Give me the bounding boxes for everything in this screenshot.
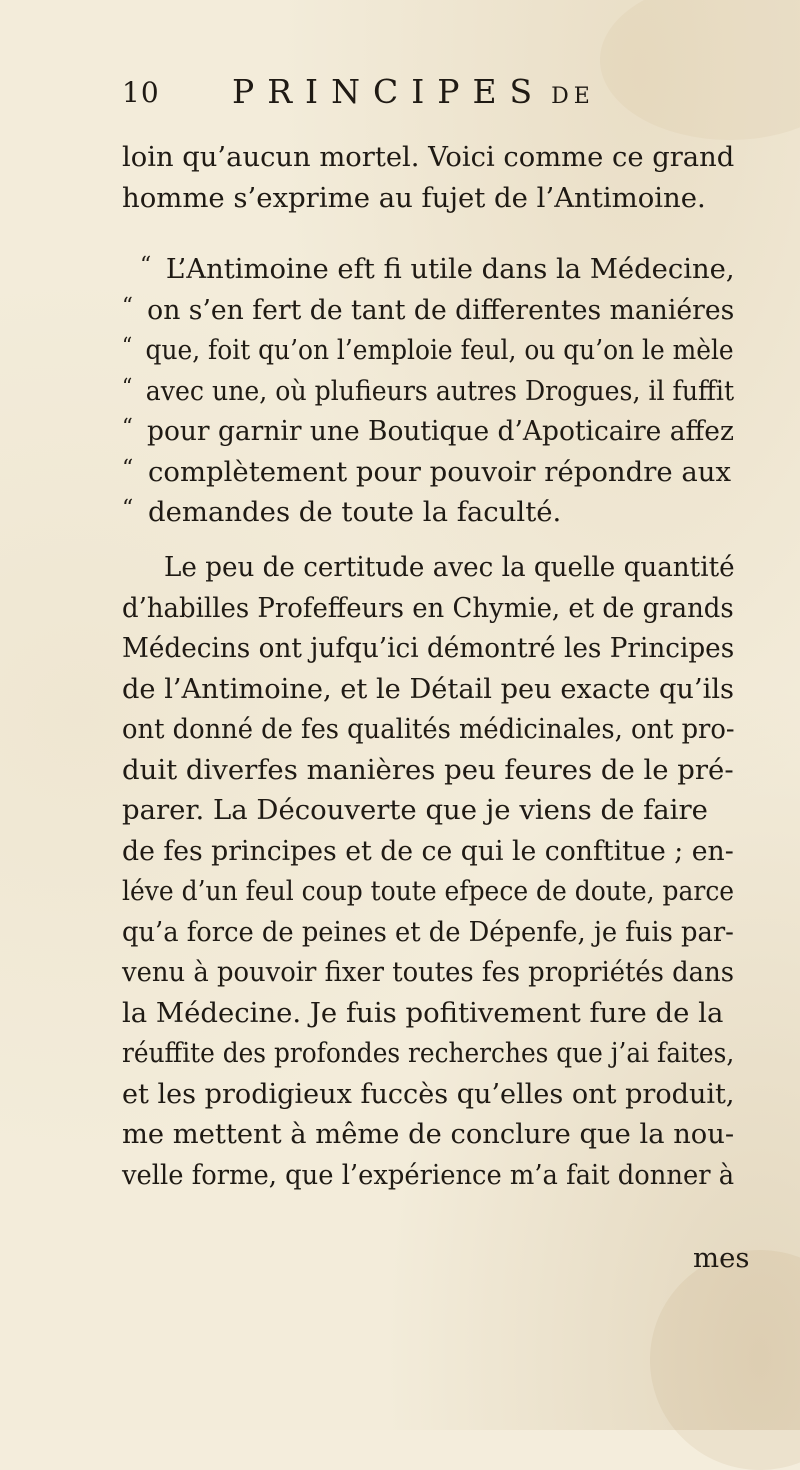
quote-line (122, 370, 734, 409)
quote-line (122, 410, 734, 449)
paragraph-2-line (122, 1035, 734, 1071)
line-text: et les prodigieux fuccès qu’elles ont produit, (122, 1077, 735, 1110)
running-title (232, 72, 595, 111)
paragraph-2-line (122, 1076, 735, 1112)
line-text: complètement pour pouvoir répondre aux (148, 455, 731, 488)
paragraph-1-line (122, 180, 706, 216)
quote-mark: “ (122, 415, 133, 440)
line-text: duit diverfes manières peu feures de le pré- (122, 753, 734, 786)
paragraph-2-line (122, 995, 723, 1031)
paragraph-2-line (122, 711, 735, 747)
line-text: avec une, où plufieurs autres Drogues, il fuffit (145, 374, 735, 407)
quote-line (122, 289, 734, 328)
line-text: de l’Antimoine, et le Détail peu exacte qu’ils (122, 672, 735, 705)
quote-line (122, 451, 731, 490)
line-text: Le peu de certitude avec la quelle quantité (164, 551, 735, 583)
quote-line (122, 491, 561, 530)
paragraph-2-line (164, 549, 735, 585)
line-text: que, foit qu’on l’emploie feul, ou qu’on le mèle (145, 334, 734, 366)
line-text: velle forme, que l’expérience m’a fait donner à (122, 1158, 735, 1191)
line-text: réuffite des profondes recherches que j’ai faites, (122, 1037, 735, 1069)
running-title-main: PRINCIPES (232, 72, 546, 111)
quote-line (122, 329, 734, 368)
line-text: demandes de toute la faculté. (148, 496, 562, 528)
paragraph-2-line (122, 1116, 734, 1152)
paragraph-2-line (122, 792, 708, 828)
line-text: Médecins ont jufqu’ici démontré les Principes (122, 632, 735, 664)
line-text: me mettent à même de conclure que la nou- (122, 1118, 735, 1150)
paragraph-2-line (122, 914, 734, 950)
quote-mark: “ (122, 293, 133, 319)
paragraph-2-line (122, 671, 734, 707)
quote-mark: “ (122, 374, 133, 400)
line-text: qu’a force de peines et de Dépenfe, je fuis par- (122, 915, 734, 948)
paragraph-2-line (122, 833, 734, 869)
line-text: homme s’exprime au fujet de l’Antimoine. (122, 181, 706, 214)
quote-line (140, 248, 735, 287)
paragraph-2-line (122, 630, 734, 666)
quote-mark: “ (122, 455, 134, 481)
quote-mark: “ (122, 496, 134, 521)
quote-mark: “ (140, 253, 152, 278)
catchword: mes (693, 1242, 750, 1274)
line-text: loin qu’aucun mortel. Voici comme ce grand (122, 141, 735, 173)
paragraph-2-line (122, 873, 734, 909)
paragraph-2-line (122, 1157, 734, 1193)
paper-stain (600, 0, 800, 140)
line-text: L’Antimoine eft fi utile dans la Médecine, (165, 253, 735, 285)
line-text: venu à pouvoir fixer toutes fes propriétés dans (122, 956, 734, 988)
line-text: parer. La Découverte que je viens de faire (122, 794, 708, 826)
line-text: d’habilles Profeffeurs en Chymie, et de grands (122, 591, 734, 624)
running-title-suffix: DE (551, 84, 595, 109)
quote-mark: “ (122, 334, 133, 359)
paragraph-2-line (122, 752, 734, 788)
line-text: léve d’un feul coup toute efpece de doute, parce (122, 875, 735, 907)
line-text: de fes principes et de ce qui le conftitue ; en- (122, 834, 734, 867)
line-text: ont donné de fes qualités médicinales, ont pro- (122, 713, 735, 745)
page-number: 10 (122, 76, 160, 109)
line-text: la Médecine. Je fuis pofitivement fure de la (122, 996, 724, 1029)
line-text: pour garnir une Boutique d’Apoticaire affez (147, 415, 734, 447)
paragraph-1-line (122, 139, 734, 175)
paragraph-2-line (122, 954, 734, 990)
line-text: on s’en fert de tant de differentes maniéres (147, 293, 735, 326)
paragraph-2-line (122, 590, 734, 626)
page-header (0, 72, 800, 112)
paper-stain (650, 1250, 800, 1470)
